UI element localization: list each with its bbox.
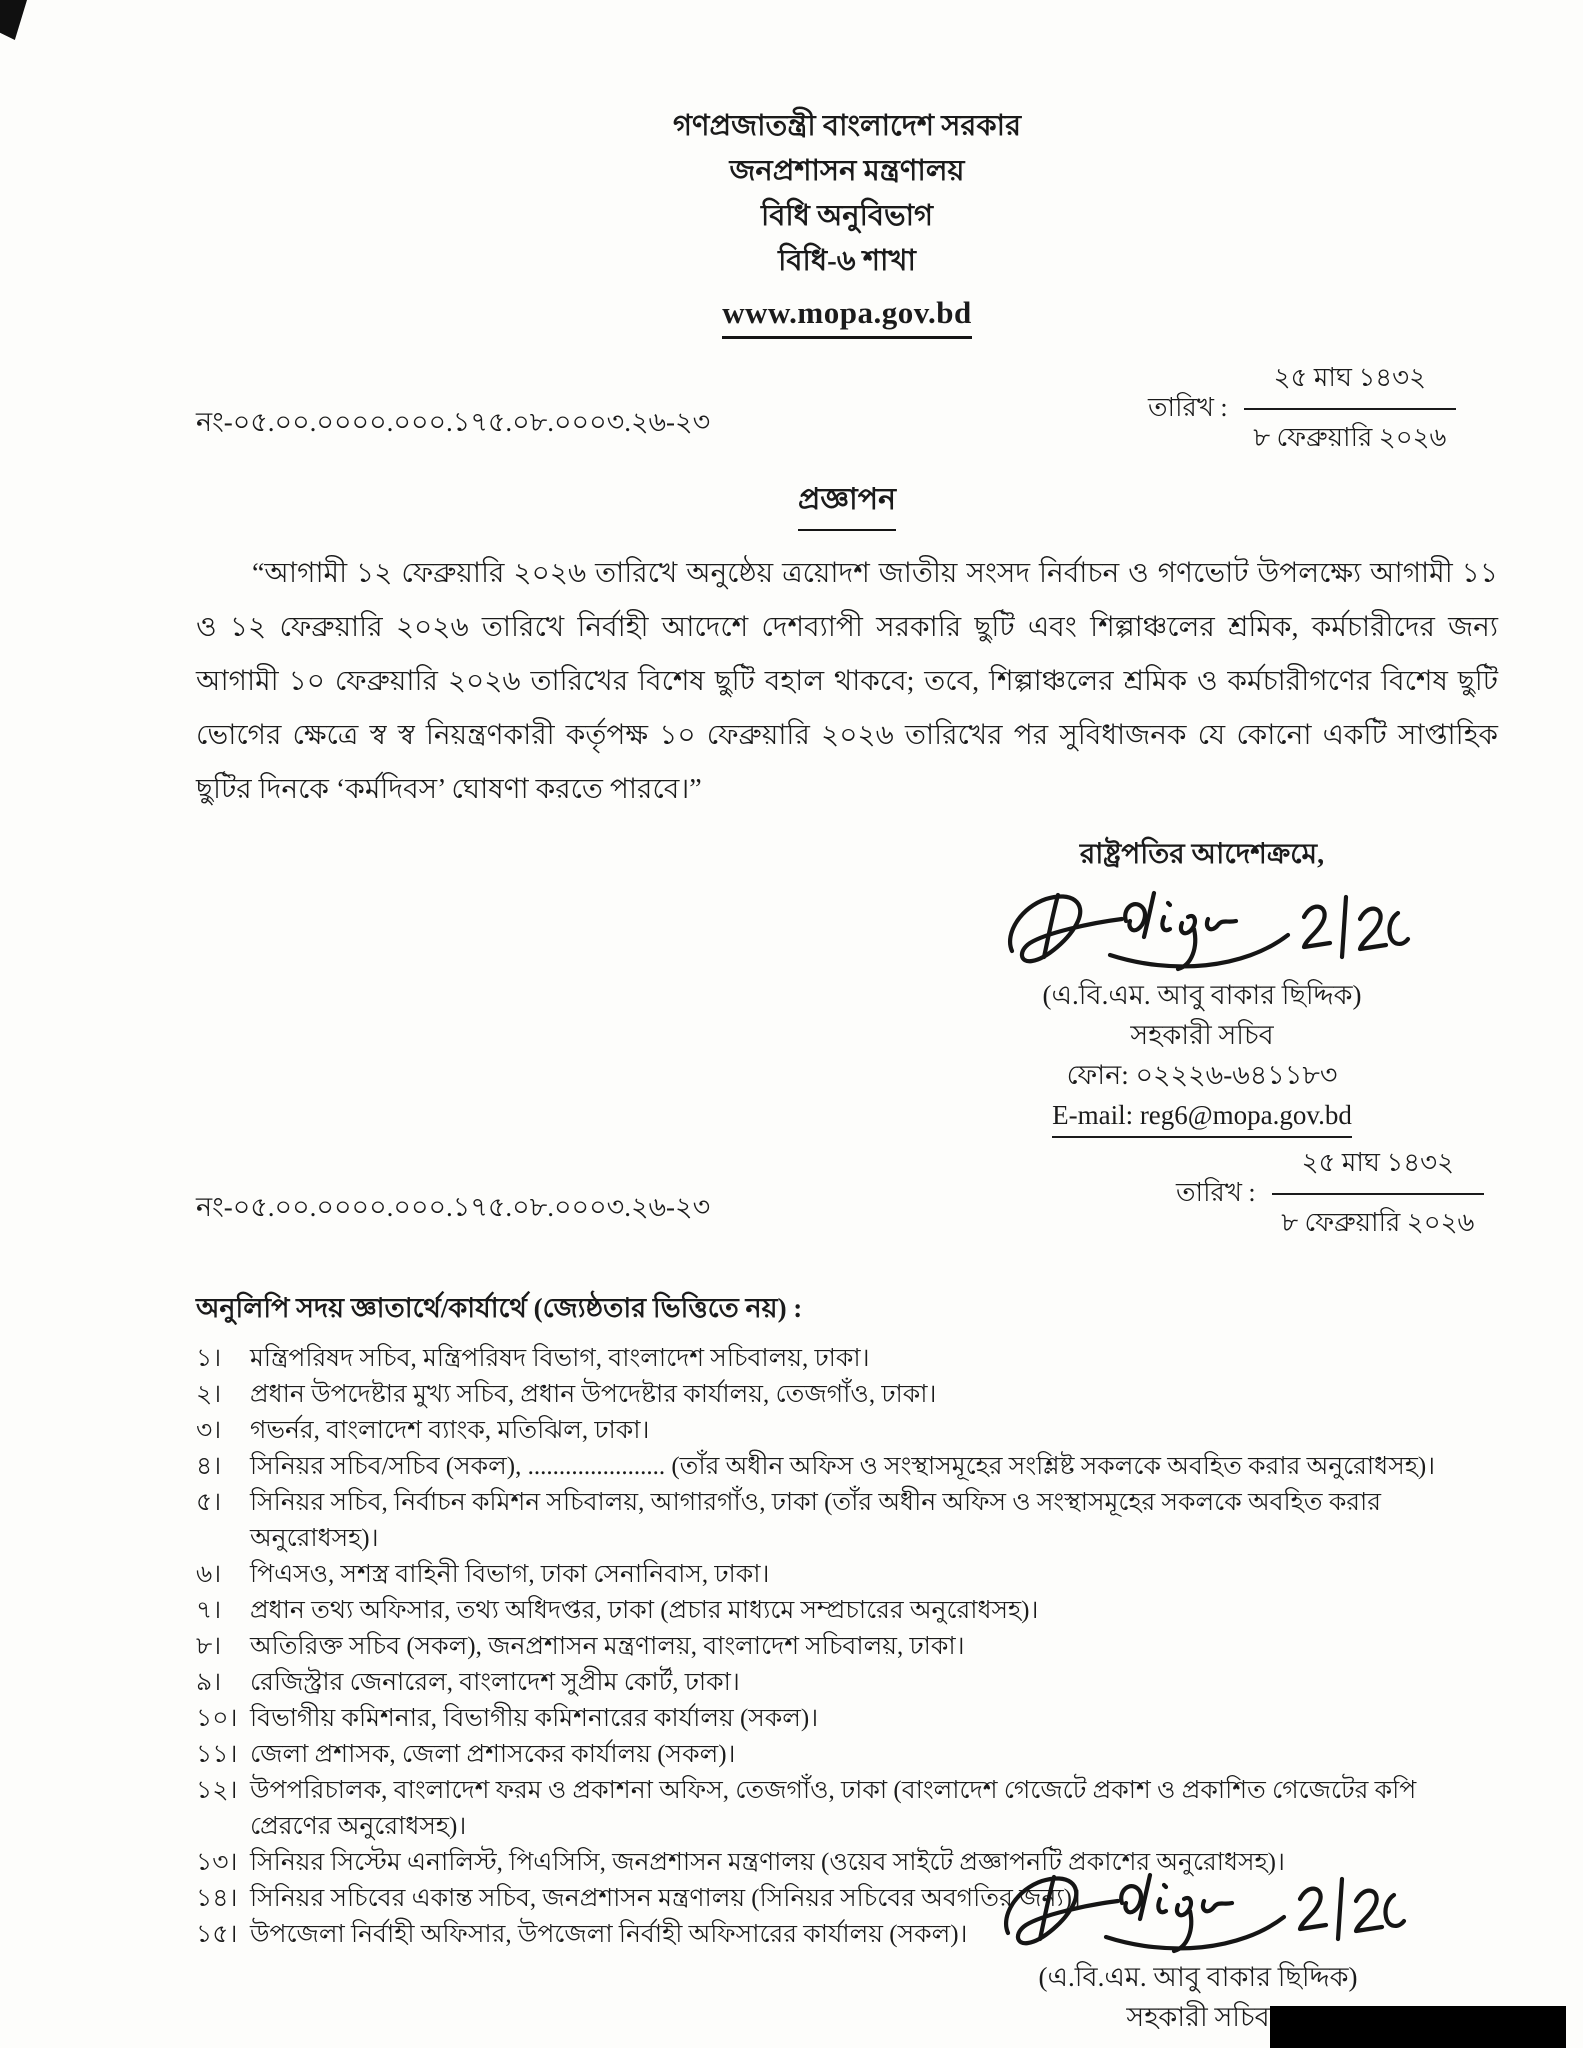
item-number: ১১।: [196, 1741, 238, 1768]
list-item: [196, 1485, 1498, 1557]
item-number: ১৫।: [196, 1921, 238, 1948]
item-number: ১৪।: [196, 1885, 238, 1912]
dual-date: [1244, 357, 1456, 461]
website-line: [196, 290, 1498, 341]
item-text: বিভাগীয় কমিশনার, বিভাগীয় কমিশনারের কার্যালয় (সকল)।: [250, 1705, 819, 1732]
gregorian-date: ৮ ফেব্রুয়ারি ২০২৬: [1244, 408, 1456, 461]
item-text: জেলা প্রশাসক, জেলা প্রশাসকের কার্যালয় (সকল)।: [250, 1741, 736, 1768]
branch-name: বিধি-৬ শাখা: [778, 245, 916, 277]
notification-title: প্রজ্ঞাপন: [798, 475, 896, 531]
list-item: [196, 1341, 1498, 1377]
reference-date-row-2: [196, 1142, 1498, 1246]
list-item: [196, 1593, 1498, 1629]
item-number: ৯।: [196, 1669, 222, 1696]
item-text: উপপরিচালক, বাংলাদেশ ফরম ও প্রকাশনা অফিস, তেজগাঁও, ঢাকা (বাংলাদেশ গেজেটে প্রকাশ ও প্রকাশিত গেজেটের কপি প্রেরণের অনুরোধসহ)।: [250, 1777, 1417, 1840]
item-number: ৪।: [196, 1453, 222, 1480]
date-label: তারিখ :: [1148, 393, 1228, 422]
bangla-date: ২৫ মাঘ ১৪৩২: [1273, 363, 1426, 392]
memo-reference-number-2: নং-০৫.০০.০০০০.০০০.১৭৫.০৮.০০০৩.২৬-২৩: [196, 1192, 711, 1222]
letterhead: [196, 104, 1498, 341]
memo-reference-number: নং-০৫.০০.০০০০.০০০.১৭৫.০৮.০০০৩.২৬-২৩: [196, 407, 711, 437]
dual-date-2: [1272, 1142, 1484, 1246]
item-number: ১০।: [196, 1705, 238, 1732]
date-label-2: তারিখ :: [1176, 1178, 1256, 1207]
signature-block-top: [972, 835, 1432, 1138]
item-number: ১২।: [196, 1777, 238, 1804]
item-text: প্রধান তথ্য অফিসার, তথ্য অধিদপ্তর, ঢাকা (প্রচার মাধ্যমে সম্প্রচারের অনুরোধসহ)।: [250, 1597, 1039, 1624]
list-item: [196, 1701, 1498, 1737]
by-order-text: রাষ্ট্রপতির আদেশক্রমে,: [1079, 839, 1325, 870]
signatory-name: (এ.বি.এম. আবু বাকার ছিদ্দিক): [1042, 980, 1362, 1010]
date-block: [1148, 357, 1456, 461]
item-number: ৬।: [196, 1561, 222, 1588]
list-item: [196, 1881, 1498, 1917]
signatory-designation: সহকারী সচিব: [1130, 1020, 1274, 1050]
gregorian-date-2: ৮ ফেব্রুয়ারি ২০২৬: [1272, 1193, 1484, 1246]
handwritten-signature-top: [992, 877, 1412, 979]
item-number: ৭।: [196, 1597, 222, 1624]
item-number: ৩।: [196, 1417, 222, 1444]
bangla-date-2: ২৫ মাঘ ১৪৩২: [1301, 1148, 1454, 1177]
distribution-list: [196, 1341, 1498, 1953]
list-item: [196, 1557, 1498, 1593]
list-item: [196, 1449, 1498, 1485]
item-text: মন্ত্রিপরিষদ সচিব, মন্ত্রিপরিষদ বিভাগ, বাংলাদেশ সচিবালয়, ঢাকা।: [250, 1345, 870, 1372]
item-text: অতিরিক্ত সচিব (সকল), জনপ্রশাসন মন্ত্রণালয়, বাংলাদেশ সচিবালয়, ঢাকা।: [250, 1633, 965, 1660]
list-item: [196, 1773, 1498, 1845]
list-item: [196, 1629, 1498, 1665]
reference-date-row: [196, 357, 1498, 461]
item-number: ৫।: [196, 1489, 222, 1516]
signatory-name-bottom: (এ.বি.এম. আবু বাকার ছিদ্দিক): [1038, 1962, 1358, 1992]
ministry-name: জনপ্রশাসন মন্ত্রণালয়: [729, 155, 965, 187]
item-text: গভর্নর, বাংলাদেশ ব্যাংক, মতিঝিল, ঢাকা।: [250, 1417, 650, 1444]
item-text: উপজেলা নির্বাহী অফিসার, উপজেলা নির্বাহী অফিসারের কার্যালয় (সকল)।: [250, 1921, 968, 1948]
item-text: পিএসও, সশস্ত্র বাহিনী বিভাগ, ঢাকা সেনানিবাস, ঢাকা।: [250, 1561, 770, 1588]
item-text: রেজিস্ট্রার জেনারেল, বাংলাদেশ সুপ্রীম কোর্ট, ঢাকা।: [250, 1669, 740, 1696]
list-item: [196, 1377, 1498, 1413]
item-text: প্রধান উপদেষ্টার মুখ্য সচিব, প্রধান উপদেষ্টার কার্যালয়, তেজগাঁও, ঢাকা।: [250, 1381, 937, 1408]
distribution-heading: অনুলিপি সদয় জ্ঞাতার্থে/কার্যার্থে (জ্যেষ্ঠতার ভিত্তিতে নয়) :: [196, 1293, 803, 1323]
item-number: ১।: [196, 1345, 222, 1372]
list-item: [196, 1665, 1498, 1701]
signatory-email: E-mail: reg6@mopa.gov.bd: [1052, 1095, 1352, 1138]
wing-name: বিধি অনুবিভাগ: [760, 200, 934, 232]
signatory-designation-bottom: সহকারী সচিব: [1126, 2002, 1270, 2032]
item-number: ১৩।: [196, 1849, 238, 1876]
item-text: সিনিয়র সচিবের একান্ত সচিব, জনপ্রশাসন মন্ত্রণালয় (সিনিয়র সচিবের অবগতির জন্য)।: [250, 1885, 1081, 1912]
item-text: সিনিয়র সচিব/সচিব (সকল), ...................... (তাঁর অধীন অফিস ও সংস্থাসমূহের সংশ্লিষ্ট সকলকে অবহিত করার অনুরোধসহ)।: [250, 1453, 1436, 1480]
item-number: ২।: [196, 1381, 222, 1408]
list-item: [196, 1413, 1498, 1449]
ministry-website-link: www.mopa.gov.bd: [722, 290, 972, 339]
title-wrap: [196, 475, 1498, 531]
date-block-2: [1176, 1142, 1484, 1246]
list-item: [196, 1737, 1498, 1773]
item-text: সিনিয়র সিস্টেম এনালিস্ট, পিএসিসি, জনপ্রশাসন মন্ত্রণালয় (ওয়েব সাইটে প্রজ্ঞাপনটি প্রকাশের অনুরোধসহ)।: [250, 1849, 1285, 1876]
government-name: গণপ্রজাতন্ত্রী বাংলাদেশ সরকার: [672, 110, 1022, 142]
list-item: [196, 1845, 1498, 1881]
signatory-phone: ফোন: ০২২২৬-৬৪১১৮৩: [1066, 1060, 1338, 1090]
item-text: সিনিয়র সচিব, নির্বাচন কমিশন সচিবালয়, আগারগাঁও, ঢাকা (তাঁর অধীন অফিস ও সংস্থাসমূহের সকলকে অবহিত করার অনুরোধসহ)।: [250, 1489, 1382, 1552]
redaction-bar: [1270, 2006, 1566, 2048]
notification-body: “আগামী ১২ ফেব্রুয়ারি ২০২৬ তারিখে অনুষ্ঠেয় ত্রয়োদশ জাতীয় সংসদ নির্বাচন ও গণভোট উপলক্ষ্যে আগামী ১১ ও ১২ ফেব্রুয়ারি ২০২৬ তারিখে নির্বাহী আদেশে দেশব্যাপী সরকারি ছুটি এবং শিল্পাঞ্চলের শ্রমিক, কর্মচারীদের জন্য আগামী ১০ ফেব্রুয়ারি ২০২৬ তারিখের বিশেষ ছুটি বহাল থাকবে; তবে, শিল্পাঞ্চলের শ্রমিক ও কর্মচারীগণের বিশেষ ছুটি ভোগের ক্ষেত্রে স্ব স্ব নিয়ন্ত্রণকারী কর্তৃপক্ষ ১০ ফেব্রুয়ারি ২০২৬ তারিখের পর সুবিধাজনক যে কোনো একটি সাপ্তাহিক ছুটির দিনকে ‘কর্মদিবস’ ঘোষণা করতে পারবে।”: [196, 558, 1498, 805]
item-number: ৮।: [196, 1633, 222, 1660]
